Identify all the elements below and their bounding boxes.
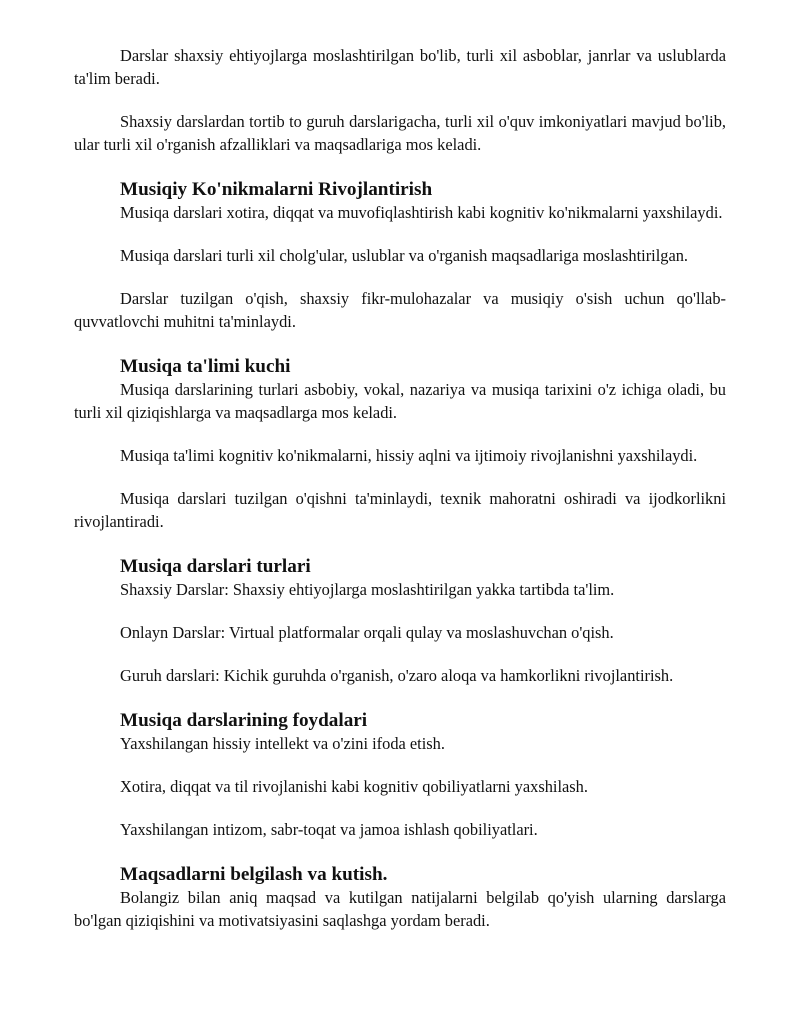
section-paragraph: Guruh darslari: Kichik guruhda o'rganish, o'zaro aloqa va hamkorlikni rivojlantirish.: [120, 666, 674, 685]
section-paragraph: Musiqa ta'limi kognitiv ko'nikmalarni, hissiy aqlni va ijtimoiy rivojlanishni yaxshilaydi.: [120, 446, 698, 465]
section-paragraph: Musiqa darslari turli xil cholg'ular, uslublar va o'rganish maqsadlariga moslashtirilgan.: [120, 246, 689, 265]
section-paragraph: Musiqa darslari tuzilgan o'qishni ta'minlaydi, texnik mahoratni oshiradi va ijodkorlikni rivojlantiradi.: [74, 489, 726, 531]
section-paragraph: Bolangiz bilan aniq maqsad va kutilgan natijalarni belgilab qo'yish ularning darslarga bo'lgan qiziqishini va motivatsiyasini saqlashga yordam beradi.: [74, 888, 726, 930]
section-paragraph: Yaxshilangan intizom, sabr-toqat va jamoa ishlash qobiliyatlari.: [120, 820, 538, 839]
document-body: [74, 44, 726, 952]
section-heading: Musiqa darslarining foydalari: [120, 710, 368, 731]
intro-paragraph: Shaxsiy darslardan tortib to guruh darslarigacha, turli xil o'quv imkoniyatlari mavjud bo'lib, ular turli xil o'rganish afzalliklari va maqsadlariga mos keladi.: [74, 112, 726, 154]
section-paragraph: Musiqa darslarining turlari asbobiy, vokal, nazariya va musiqa tarixini o'z ichiga oladi, bu turli xil qiziqishlarga va maqsadlarga mos keladi.: [74, 380, 726, 422]
section-paragraph: Shaxsiy Darslar: Shaxsiy ehtiyojlarga moslashtirilgan yakka tartibda ta'lim.: [120, 580, 615, 599]
section-paragraph: Darslar tuzilgan o'qish, shaxsiy fikr-mulohazalar va musiqiy o'sish uchun qo'llab-quvvatlovchi muhitni ta'minlaydi.: [74, 289, 726, 331]
section-heading: Musiqa ta'limi kuchi: [120, 356, 291, 377]
section-paragraph: Xotira, diqqat va til rivojlanishi kabi kognitiv qobiliyatlarni yaxshilash.: [120, 777, 588, 796]
section-paragraph: Yaxshilangan hissiy intellekt va o'zini ifoda etish.: [120, 734, 445, 753]
section-paragraph: Onlayn Darslar: Virtual platformalar orqali qulay va moslashuvchan o'qish.: [120, 623, 614, 642]
section-paragraph: Musiqa darslari xotira, diqqat va muvofiqlashtirish kabi kognitiv ko'nikmalarni yaxshilaydi.: [120, 203, 723, 222]
intro-paragraph: Darslar shaxsiy ehtiyojlarga moslashtirilgan bo'lib, turli xil asboblar, janrlar va uslublarda ta'lim beradi.: [74, 46, 726, 88]
section-heading: Musiqiy Ko'nikmalarni Rivojlantirish: [120, 179, 433, 200]
section-heading: Musiqa darslari turlari: [120, 556, 311, 577]
section-heading: Maqsadlarni belgilash va kutish.: [120, 864, 388, 885]
